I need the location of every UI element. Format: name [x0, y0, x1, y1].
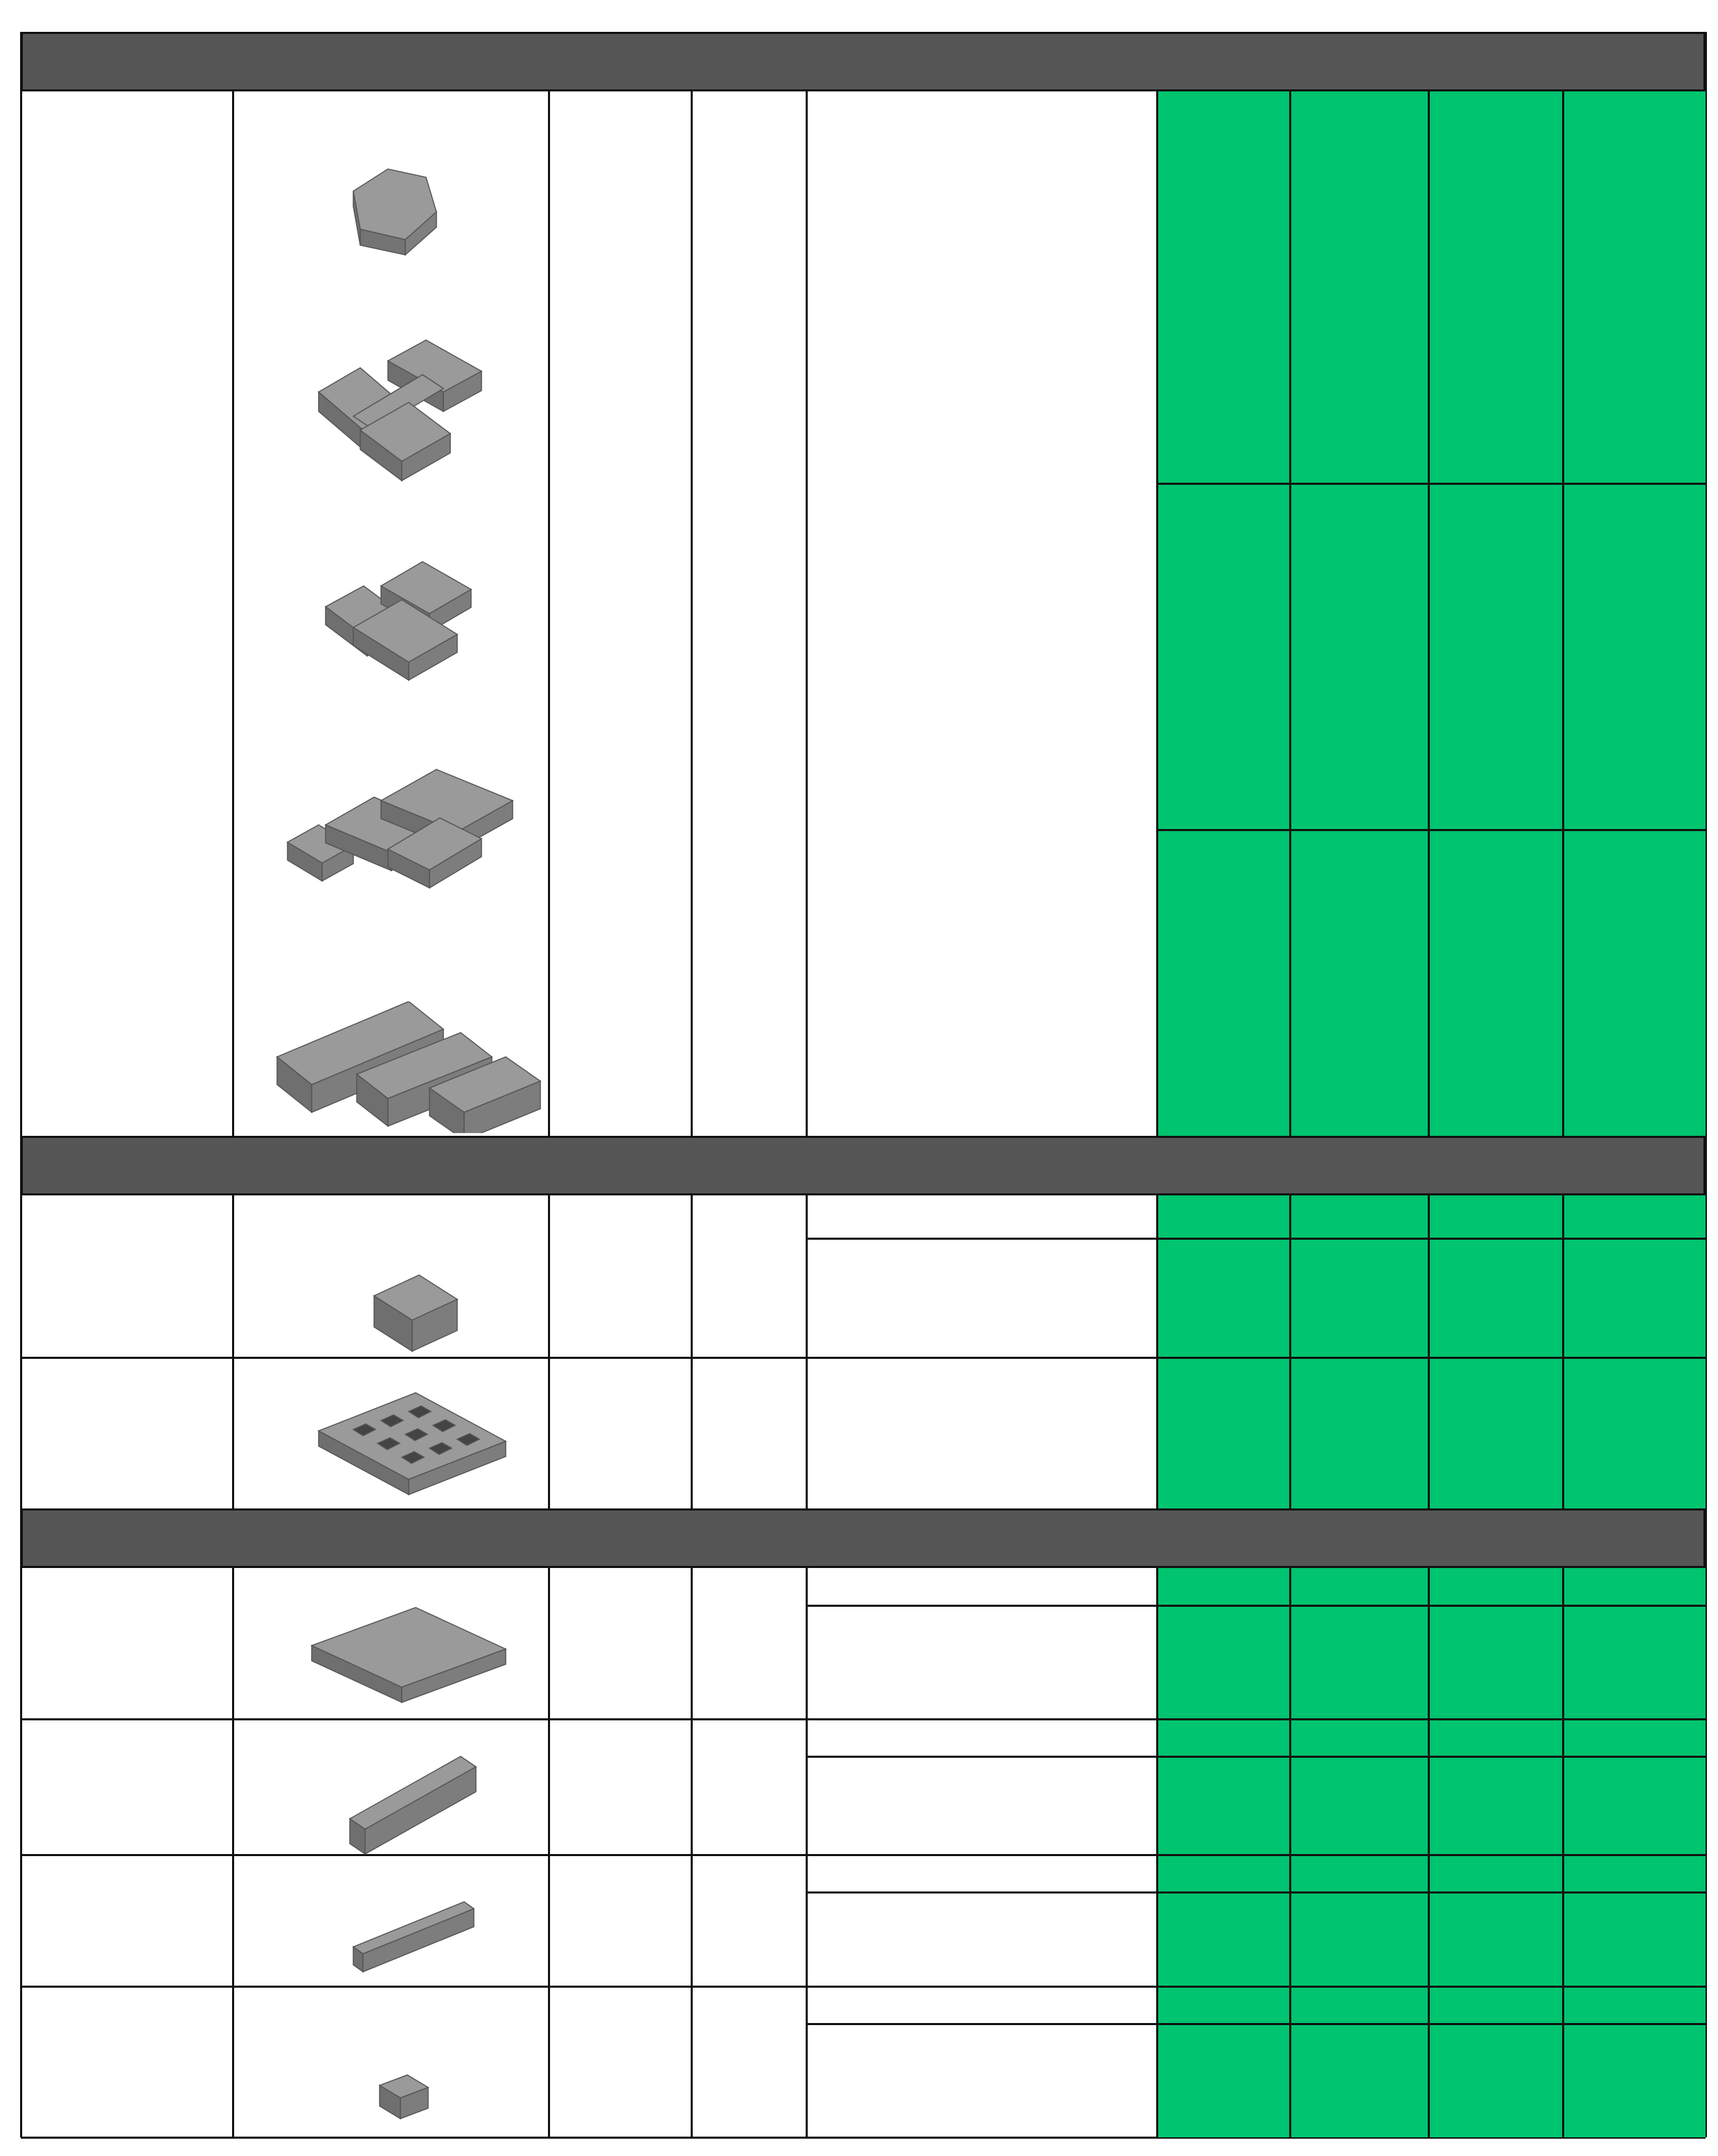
row-divider: [21, 1986, 1706, 1988]
row-divider: [806, 1891, 1706, 1894]
row-divider: [1157, 829, 1706, 831]
column-divider: [691, 1195, 693, 1508]
column-divider: [1289, 91, 1291, 1136]
column-divider: [1562, 91, 1564, 1136]
price-cell-bg: [1157, 1568, 1706, 2137]
column-divider: [548, 1195, 550, 1508]
column-divider: [806, 91, 808, 1136]
column-divider: [691, 1568, 693, 2137]
column-divider: [1562, 1568, 1564, 2137]
brick-tile-icon: [367, 1268, 471, 1365]
column-divider: [232, 1195, 234, 1508]
hexagon-tile-icon: [339, 163, 450, 267]
lawn-grid-tile-icon: [312, 1389, 520, 1500]
section-header: [21, 32, 1706, 91]
row-divider: [21, 1718, 1706, 1720]
crossbar-heavy-tile-icon: [343, 1749, 495, 1860]
column-divider: [806, 1195, 808, 1508]
urban-force-tile-icon: [308, 1604, 523, 1708]
column-divider: [1428, 1195, 1430, 1508]
price-table: [21, 32, 1706, 2137]
armor-tile-icon: [374, 2068, 443, 2123]
price-cell-bg: [1157, 1195, 1706, 1508]
row-divider: [21, 1357, 1706, 1359]
row-divider: [806, 2023, 1706, 2025]
column-divider: [806, 1568, 808, 2137]
crossbar-heavy-long-tile-icon: [346, 1895, 485, 1985]
column-divider: [691, 91, 693, 1136]
column-divider: [1156, 1568, 1158, 2137]
column-divider: [1156, 91, 1158, 1136]
column-divider: [1289, 1568, 1291, 2137]
column-divider: [232, 91, 234, 1136]
row-divider: [1157, 483, 1706, 485]
old-town-tiles-icon: [312, 337, 513, 489]
column-divider: [548, 91, 550, 1136]
row-divider: [806, 1605, 1706, 1607]
row-divider: [806, 1238, 1706, 1240]
section-header: [21, 1508, 1706, 1568]
rigel-trio-tiles-icon: [270, 1001, 554, 1133]
column-divider: [1562, 1195, 1564, 1508]
row-divider: [21, 1854, 1706, 1856]
column-divider: [20, 32, 22, 2137]
villa-tiles-icon: [284, 766, 540, 898]
column-divider: [1428, 1568, 1430, 2137]
price-cell-bg: [1157, 91, 1706, 1136]
new-town-tiles-icon: [319, 558, 499, 683]
column-divider: [1289, 1195, 1291, 1508]
row-divider: [806, 1756, 1706, 1758]
section-header: [21, 1136, 1706, 1195]
column-divider: [1156, 1195, 1158, 1508]
column-divider: [232, 1568, 234, 2137]
column-divider: [1428, 91, 1430, 1136]
column-divider: [548, 1568, 550, 2137]
